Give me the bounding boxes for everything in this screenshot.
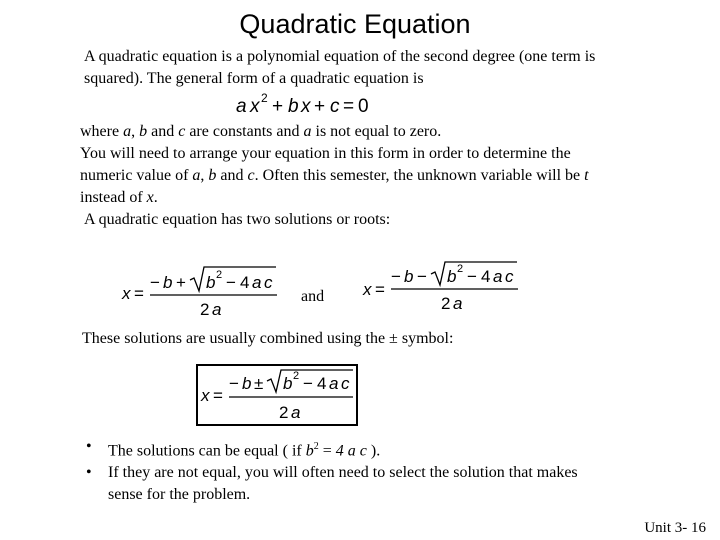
bullet-text-2: If they are not equal, you will often need to select the solution that makes sense for the problem. — [108, 464, 578, 504]
svg-text:=: = — [134, 284, 144, 303]
intro-line-2: squared). The general form of a quadratic equation is — [84, 70, 424, 87]
svg-text:+: + — [272, 96, 284, 117]
svg-text:b: b — [404, 267, 414, 286]
svg-text:b: b — [447, 267, 457, 286]
svg-text:−: − — [150, 273, 160, 292]
and-label: and — [301, 288, 325, 305]
bullet-glyph: • — [86, 464, 92, 482]
svg-text:x: x — [363, 280, 372, 299]
svg-text:+: + — [314, 96, 326, 117]
slide-footer: Unit 3- 16 — [644, 520, 706, 536]
formula-plusminus-box — [196, 364, 358, 426]
svg-text:x: x — [301, 96, 311, 117]
svg-text:b: b — [288, 96, 299, 117]
svg-text:a: a — [212, 300, 222, 319]
svg-text:b: b — [283, 374, 293, 393]
svg-text:=: = — [375, 280, 385, 299]
svg-text:a: a — [493, 267, 503, 286]
where-text — [80, 121, 700, 209]
svg-text:b: b — [163, 273, 173, 292]
intro-text — [84, 46, 595, 90]
combined-intro: These solutions are usually combined using the ± symbol: — [82, 330, 454, 347]
svg-text:a: a — [236, 96, 247, 117]
svg-text:2: 2 — [457, 263, 464, 275]
svg-text:c: c — [341, 374, 350, 393]
formula-plusminus — [199, 367, 357, 425]
arrange-line-3: instead of x. — [80, 189, 158, 206]
bullet-text-1: The solutions can be equal ( if $b^2 = 4$ a c ). — [108, 441, 381, 460]
where-line: where a, b and c are constants and a is not equal to zero. — [80, 123, 442, 140]
svg-text:2: 2 — [279, 403, 289, 422]
svg-text:−: − — [226, 273, 236, 292]
svg-text:b: b — [206, 273, 216, 292]
svg-text:4: 4 — [481, 267, 491, 286]
svg-text:a: a — [453, 294, 463, 313]
svg-text:2: 2 — [441, 294, 451, 313]
list-item — [86, 436, 686, 462]
svg-text:c: c — [330, 96, 340, 117]
svg-text:−: − — [417, 267, 427, 286]
svg-text:x: x — [122, 284, 131, 303]
formula-minus — [361, 258, 521, 316]
svg-text:2: 2 — [261, 91, 268, 105]
roots-intro: A quadratic equation has two solutions or roots: — [84, 211, 391, 228]
svg-text:4: 4 — [317, 374, 327, 393]
svg-text:b: b — [242, 374, 252, 393]
arrange-line-1: You will need to arrange your equation in this form in order to determine the — [80, 145, 571, 162]
svg-text:a: a — [252, 273, 262, 292]
svg-text:2: 2 — [216, 269, 223, 281]
bullet-glyph: • — [86, 438, 92, 455]
svg-text:c: c — [264, 273, 273, 292]
svg-text:x: x — [250, 96, 260, 117]
formula-plus — [120, 262, 280, 320]
svg-text:−: − — [391, 267, 401, 286]
svg-text:c: c — [505, 267, 514, 286]
arrange-line-2: numeric value of a, b and c. Often this semester, the unknown variable will be t — [80, 167, 589, 184]
svg-text:=: = — [213, 386, 223, 405]
svg-text:0: 0 — [358, 96, 369, 117]
svg-text:+: + — [176, 273, 186, 292]
page-title: Quadratic Equation — [239, 9, 471, 39]
general-form-equation — [232, 90, 372, 120]
svg-text:=: = — [343, 96, 355, 117]
svg-text:−: − — [303, 374, 313, 393]
intro-line-1: A quadratic equation is a polynomial equation of the second degree (one term is — [84, 48, 596, 65]
svg-text:a: a — [329, 374, 339, 393]
svg-text:2: 2 — [293, 370, 300, 382]
svg-text:2: 2 — [200, 300, 210, 319]
list-item — [86, 462, 686, 506]
svg-text:x: x — [201, 386, 210, 405]
svg-text:−: − — [229, 374, 239, 393]
svg-text:±: ± — [254, 374, 264, 393]
svg-text:a: a — [291, 403, 301, 422]
svg-text:4: 4 — [240, 273, 250, 292]
bullet-list — [86, 436, 686, 506]
svg-text:−: − — [467, 267, 477, 286]
